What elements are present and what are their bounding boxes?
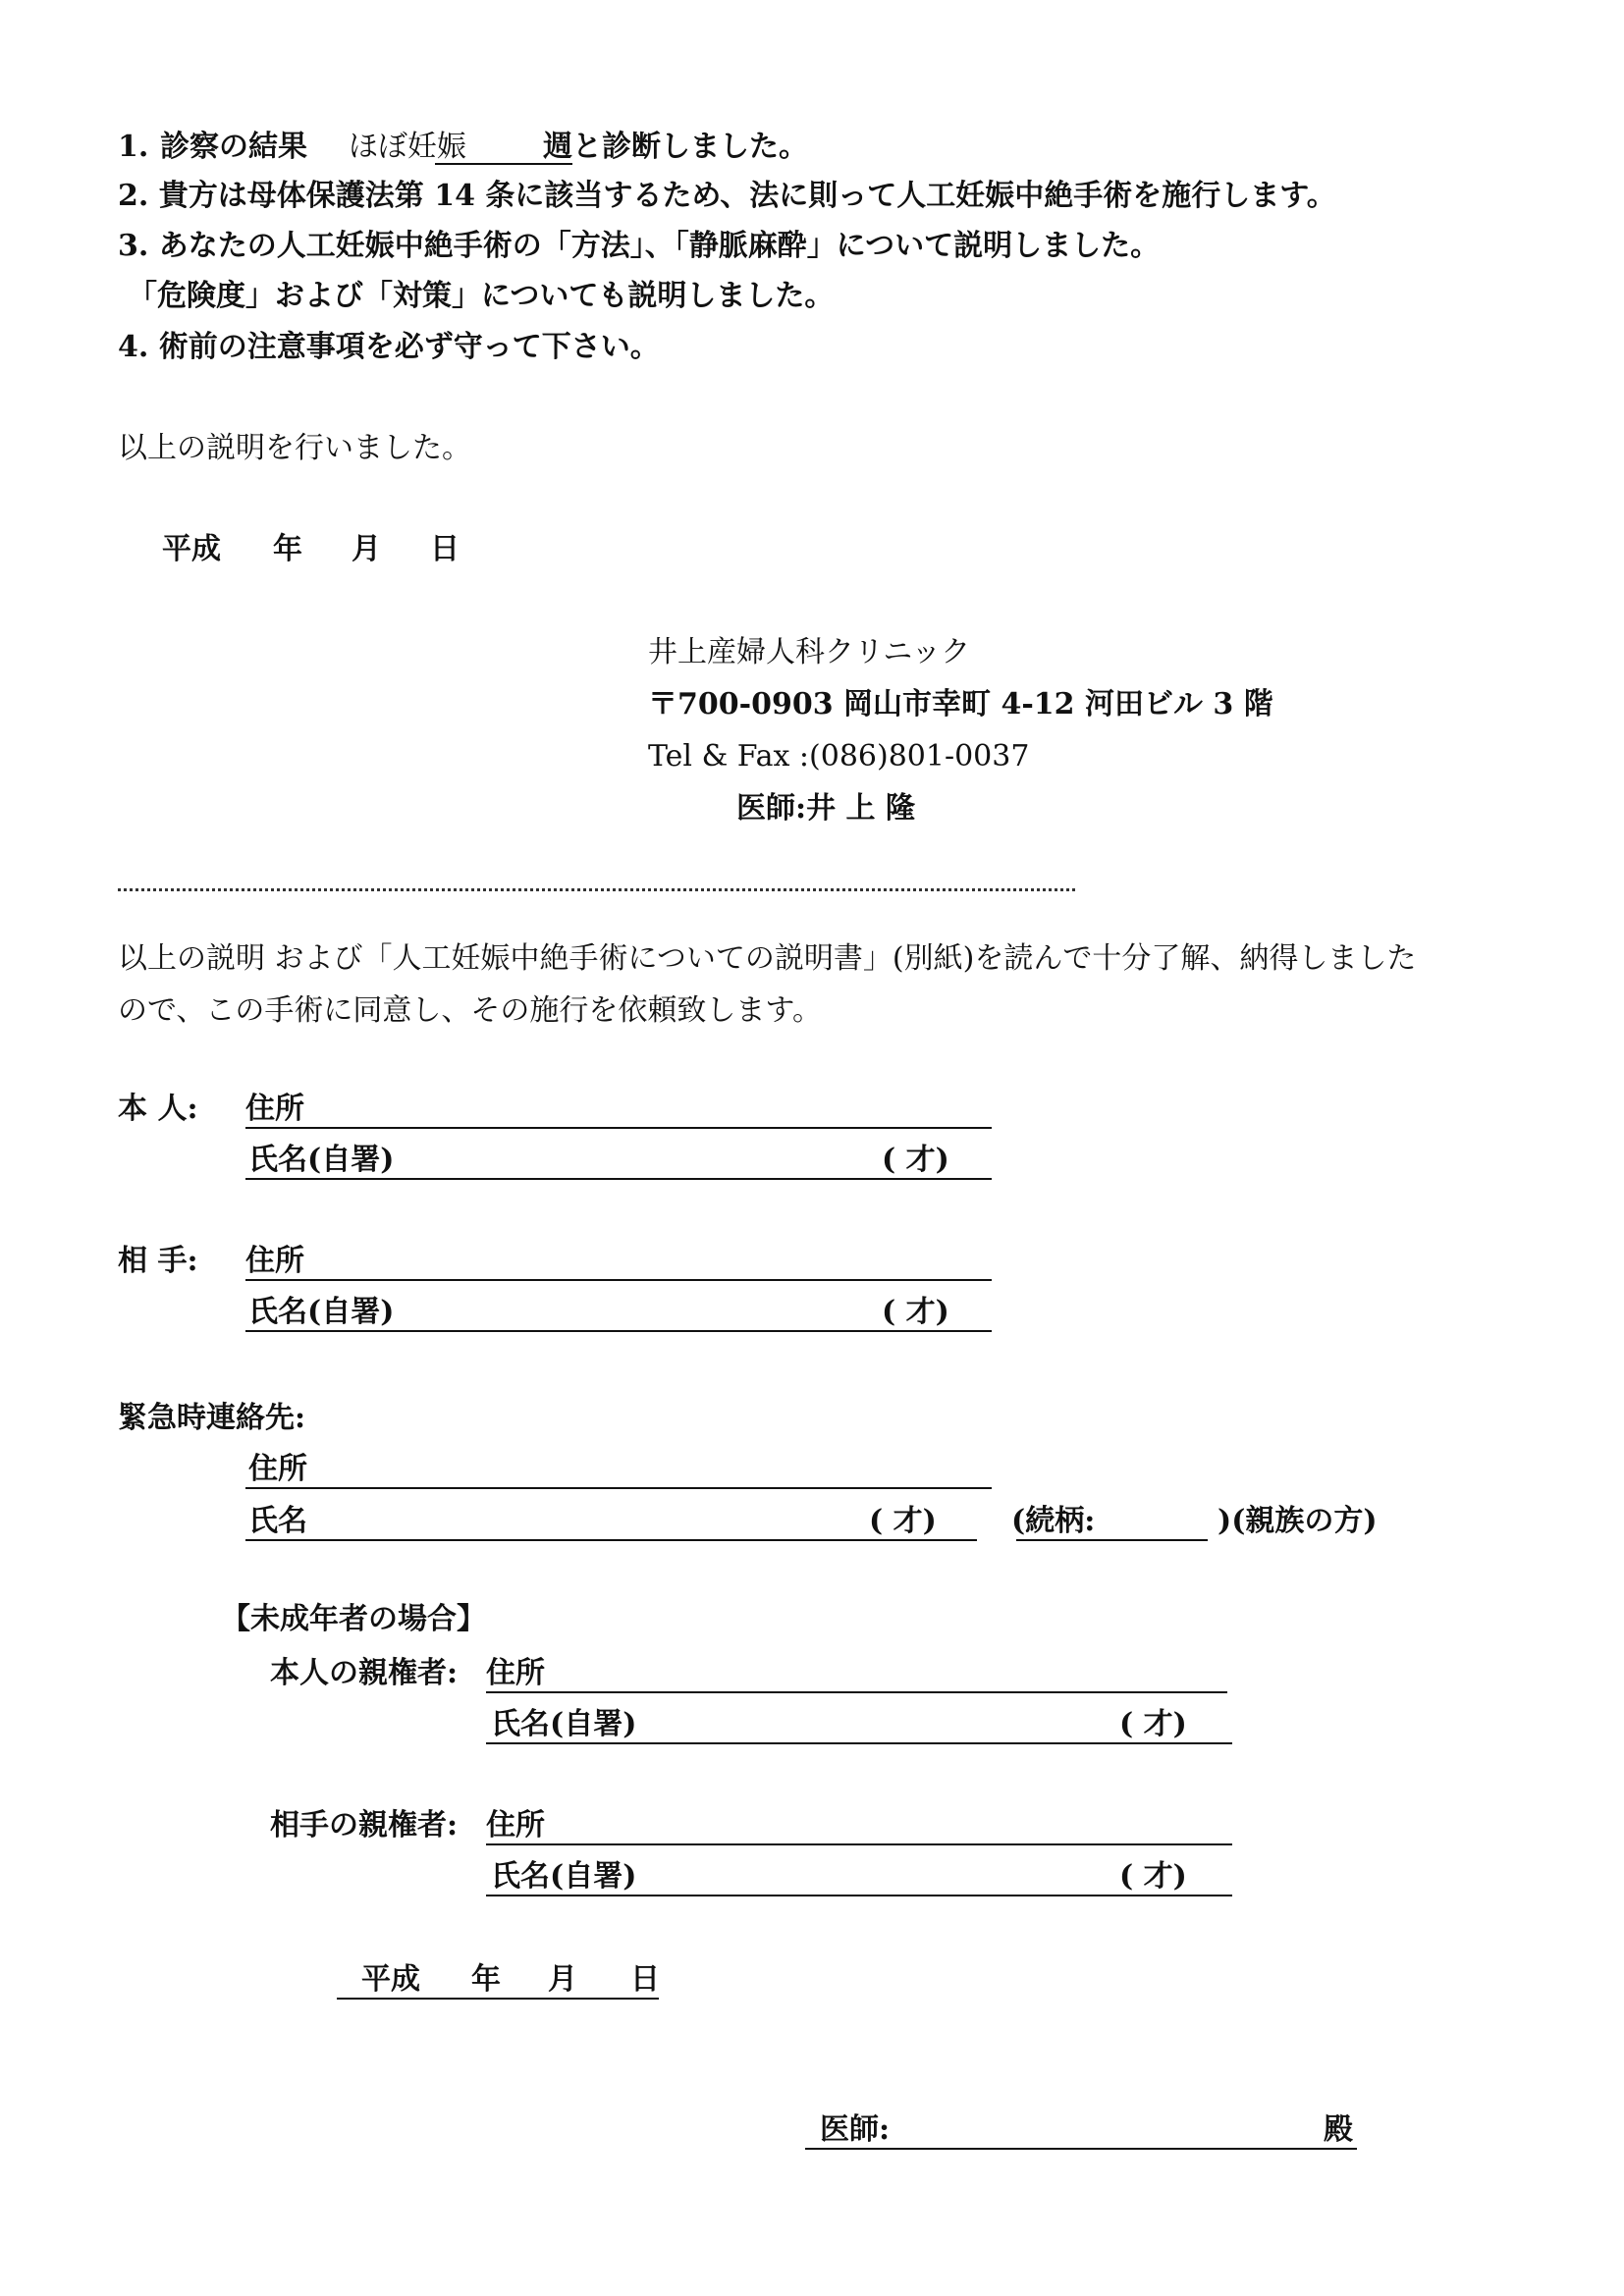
- relation-field[interactable]: [1016, 1539, 1208, 1541]
- partner-address-label: 住所: [245, 1244, 304, 1278]
- self-guardian-address-field[interactable]: [486, 1691, 1227, 1693]
- partner-address-field[interactable]: [245, 1279, 992, 1281]
- self-name-label: 氏名(自署): [248, 1143, 395, 1177]
- self-age-label: ( 才): [882, 1143, 949, 1177]
- item-1-text-b: ほぼ妊娠: [349, 130, 466, 164]
- item-3-line-1: 3. あなたの人工妊娠中絶手術の「方法」、「静脈麻酔」について説明しました。: [118, 229, 1161, 263]
- self-guardian-label: 本人の親権者:: [270, 1656, 459, 1690]
- date2-day: 日: [630, 1962, 660, 1997]
- self-guardian-age-label: ( 才): [1119, 1707, 1187, 1741]
- date1-year: 年: [273, 532, 302, 566]
- emergency-address-field[interactable]: [245, 1487, 992, 1489]
- partner-guardian-address-field[interactable]: [486, 1843, 1232, 1845]
- relation-label: (続柄:: [1011, 1504, 1096, 1538]
- doctor-to-field[interactable]: [805, 2148, 1357, 2150]
- self-address-label: 住所: [245, 1092, 304, 1126]
- dotted-separator: [118, 888, 1075, 891]
- partner-guardian-label: 相手の親権者:: [270, 1808, 459, 1842]
- emergency-age-label: ( 才): [869, 1504, 937, 1538]
- self-guardian-name-label: 氏名(自署): [491, 1707, 637, 1741]
- date1-era: 平成: [162, 532, 221, 566]
- emergency-name-field[interactable]: [245, 1539, 977, 1541]
- partner-guardian-name-field[interactable]: [486, 1895, 1232, 1896]
- partner-label: 相 手:: [118, 1244, 198, 1278]
- self-address-field[interactable]: [245, 1127, 992, 1129]
- partner-name-field[interactable]: [245, 1330, 992, 1332]
- item-4: 4. 術前の注意事項を必ず守って下さい。: [118, 330, 660, 364]
- emergency-name-label: 氏名: [248, 1504, 307, 1538]
- weeks-blank[interactable]: [435, 163, 572, 165]
- item-3-line-2: 「危険度」および「対策」についても説明しました。: [128, 279, 835, 313]
- date2-era: 平成: [361, 1962, 420, 1997]
- partner-guardian-address-label: 住所: [486, 1808, 545, 1842]
- consent-line-1: 以上の説明 および「人工妊娠中絶手術についての説明書」(別紙)を読んで十分了解、納得しました: [118, 941, 1417, 976]
- partner-name-label: 氏名(自署): [248, 1295, 395, 1329]
- closing-statement: 以上の説明を行いました。: [118, 431, 471, 465]
- item-2: 2. 貴方は母体保護法第 14 条に該当するため、法に則って人工妊娠中絶手術を施行します。: [118, 179, 1336, 213]
- self-guardian-name-field[interactable]: [486, 1742, 1232, 1744]
- self-label: 本 人:: [118, 1092, 198, 1126]
- partner-guardian-name-label: 氏名(自署): [491, 1859, 637, 1894]
- date2-year: 年: [471, 1962, 501, 1997]
- emergency-label: 緊急時連絡先:: [118, 1401, 306, 1435]
- date1-month: 月: [352, 532, 381, 566]
- partner-age-label: ( 才): [882, 1295, 949, 1329]
- emergency-address-label: 住所: [248, 1452, 307, 1486]
- partner-guardian-age-label: ( 才): [1119, 1859, 1187, 1894]
- date2-month: 月: [548, 1962, 577, 1997]
- doctor-to-label: 医師:: [820, 2112, 891, 2147]
- item-1-text-a: 診察の結果: [160, 130, 307, 164]
- clinic-doctor: 医師:井 上 隆: [736, 791, 915, 826]
- minor-heading: 【未成年者の場合】: [221, 1602, 486, 1636]
- self-name-field[interactable]: [245, 1178, 992, 1180]
- clinic-address: 〒700-0903 岡山市幸町 4-12 河田ビル 3 階: [648, 687, 1273, 721]
- relation-close-label: )(親族の方): [1218, 1504, 1378, 1538]
- clinic-tel: Tel & Fax :(086)801-0037: [648, 739, 1030, 774]
- self-guardian-address-label: 住所: [486, 1656, 545, 1690]
- clinic-name: 井上産婦人科クリニック: [648, 635, 971, 669]
- date2-field[interactable]: [337, 1998, 659, 2000]
- consent-line-2: ので、この手術に同意し、その施行を依頼致します。: [118, 993, 822, 1028]
- item-1-number: 1.: [118, 130, 149, 164]
- item-1-text-c: 週と診断しました。: [543, 130, 808, 164]
- date1-day: 日: [430, 532, 460, 566]
- doctor-to-suffix: 殿: [1324, 2112, 1353, 2147]
